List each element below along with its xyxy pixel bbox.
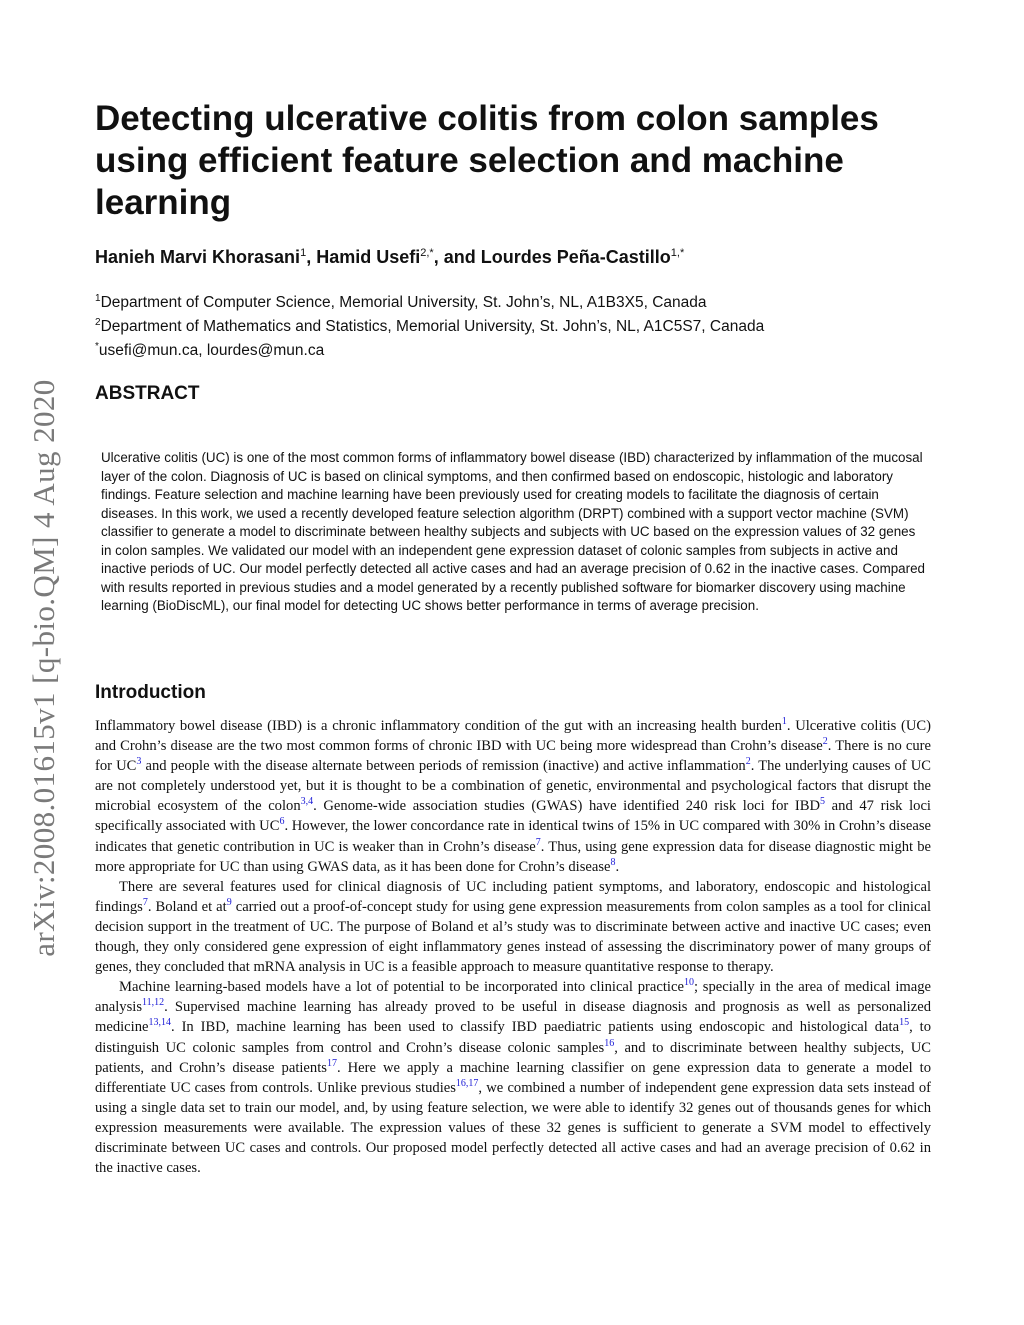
author-affiliation-mark: 2,* (420, 247, 434, 259)
citation-ref[interactable]: 10 (683, 977, 694, 989)
citation-ref[interactable]: 1 (781, 716, 787, 728)
body-text: . Ulcerative colitis (UC) and Crohn’s disease are the two most common forms of chronic IBD with UC being more widespread than Crohn’s disease (95, 718, 932, 755)
introduction-heading: Introduction (95, 682, 206, 703)
citation-ref[interactable]: 9 (226, 896, 232, 908)
body-text: There are several features used for clinical diagnosis of UC including patient symptoms, and laboratory, endoscopic and histological findings (95, 878, 931, 915)
citation-ref[interactable]: 16,17 (455, 1077, 479, 1089)
body-text: . There is no cure for UC (95, 738, 931, 775)
citation-ref[interactable]: 8 (610, 856, 616, 868)
body-text: . However, the lower concordance rate in identical twins of 15% in UC compared with 30% in Crohn’s disease indicates that genetic contribution in UC is weaker than in Crohn’s disease (95, 818, 931, 855)
body-text: Inflammatory bowel disease (IBD) is a chronic inflammatory condition of the gut with an increasing health burden (95, 718, 782, 734)
body-text: Machine learning-based models have a lot of potential to be incorporated into clinical practice (119, 979, 684, 996)
body-text: . Boland et at (147, 898, 227, 915)
citation-ref[interactable]: 3,4 (300, 796, 314, 808)
affiliation-mark: * (95, 341, 99, 353)
body-paragraph (95, 877, 931, 977)
contact-emails (95, 337, 935, 361)
body-text: and people with the disease alternate between periods of remission (inactive) and active inflammation (141, 758, 746, 775)
affiliation-list (95, 289, 935, 361)
affiliation-mark: 1 (95, 293, 101, 304)
citation-ref[interactable]: 16 (604, 1037, 615, 1049)
affiliation-text: Department of Computer Science, Memorial University, St. John’s, NL, A1B3X5, Canada (100, 294, 707, 312)
body-text: . In IBD, machine learning has been used to classify IBD paediatric patients using endoscopic and histological data (171, 1019, 900, 1036)
affiliation (95, 289, 935, 313)
citation-ref[interactable]: 2 (822, 736, 828, 748)
body-text: . The underlying causes of UC are not completely understood yet, but it is thought to be a combination of genetic, environmental and psychological factors that disrupt the microbial ecosystem of the colon (95, 758, 931, 815)
author-name: Hanieh Marvi Khorasani (95, 247, 301, 267)
citation-ref[interactable]: 2 (745, 756, 751, 768)
author-separator: , (306, 247, 317, 267)
body-text: . (615, 858, 620, 875)
body-paragraph (95, 977, 931, 1178)
citation-ref[interactable]: 15 (899, 1017, 910, 1029)
body-text: . Thus, using gene expression data for disease diagnostic might be more appropriate for UC than using GWAS data, as it has been done for Crohn’s disease (95, 838, 931, 875)
citation-ref[interactable]: 7 (535, 836, 541, 848)
body-text: ; specially in the area of medical image analysis (95, 979, 931, 1016)
body-text: . Genome-wide association studies (GWAS) have identified 240 risk loci for IBD (313, 798, 821, 815)
paper-title: Detecting ulcerative colitis from colon samples using efficient feature selection and machine learning (95, 99, 879, 222)
affiliation-text: Department of Mathematics and Statistics, Memorial University, St. John’s, NL, A1C5S7, Canada (100, 318, 765, 336)
author-name: Lourdes Peña-Castillo (480, 247, 671, 267)
body-text: . Here we apply a machine learning classifier on gene expression data to generate a model to differentiate UC cases from controls. Unlike previous studies (95, 1059, 931, 1096)
abstract-heading: ABSTRACT (95, 383, 200, 404)
body-paragraph (95, 716, 931, 877)
body-text: , to distinguish UC colonic samples from control and Crohn’s disease colonic samples (95, 1019, 931, 1056)
email-text: usefi@mun.ca, lourdes@mun.ca (98, 342, 325, 360)
citation-ref[interactable]: 5 (820, 796, 826, 808)
introduction-body (95, 716, 931, 1178)
abstract-text: Ulcerative colitis (UC) is one of the most common forms of inflammatory bowel disease (IBD) characterized by inflammation of the mucosal layer of the colon. Diagnosis of UC is based on clinical symptoms, and then confirmed based on endoscopic, histologic and laboratory findings. Feature selection and machine learning have been previously used for creating models to facilitate the diagnosis of certain diseases. In this work, we used a recently developed feature selection algorithm (DRPT) combined with a support vector machine (SVM) classifier to generate a model to discriminate between healthy subjects and subjects with UC based on the expression values of 32 genes in colon samples. We validated our model with an independent gene expression dataset of colonic samples from subjects in active and inactive periods of UC. Our model perfectly detected all active cases and had an average precision of 0.62 in the inactive cases. Compared with results reported in previous studies and a model generated by a recently published software for biomarker discovery using machine learning (BioDiscML), our final model for detecting UC shows better performance in terms of average precision. (101, 450, 925, 613)
author-separator: , and (433, 247, 481, 267)
body-text: . Supervised machine learning has already proved to be useful in disease diagnosis and prognosis as well as personalized medicine (95, 999, 931, 1036)
author-affiliation-mark: 1,* (670, 247, 685, 259)
affiliation (95, 313, 935, 337)
citation-ref[interactable]: 7 (142, 896, 148, 908)
citation-ref[interactable]: 3 (136, 756, 142, 768)
arxiv-identifier: arXiv:2008.01615v1 [q-bio.QM] 4 Aug 2020 (26, 379, 61, 957)
author-list (95, 241, 935, 269)
affiliation-mark: 2 (95, 317, 101, 329)
body-text: carried out a proof-of-concept study for using gene expression measurements from colon samples as a tool for clinical decision support in the treatment of UC. The purpose of Boland et al’s study was to discriminate between active and inactive UC cases; even though, they only considered gene expression of eight inflammatory genes instead of assessing the discriminatory power of many groups of genes, they concluded that mRNA analysis in UC is a feasible approach to measure quantitative response to therapy. (95, 898, 931, 976)
body-text: , and to discriminate between healthy subjects, UC patients, and Crohn’s disease patients (95, 1039, 931, 1076)
citation-ref[interactable]: 13,14 (148, 1017, 171, 1029)
citation-ref[interactable]: 11,12 (142, 997, 165, 1009)
author-name: Hamid Usefi (316, 247, 421, 267)
citation-ref[interactable]: 6 (279, 816, 285, 828)
citation-ref[interactable]: 17 (326, 1057, 337, 1069)
body-text: , we combined a number of independent gene expression data sets instead of using a single data set to train our model, and, by using feature selection, we were able to identify 32 genes out of thousands genes for which expression measurements were available. The expression values of these 32 genes is sufficient to generate a SVM model to effectively discriminate between UC cases and controls. Our proposed model perfectly detected all active cases and had an average precision of 0.62 in the inactive cases. (95, 1079, 931, 1177)
author-affiliation-mark: 1 (300, 247, 307, 259)
body-text: and 47 risk loci specifically associated with UC (95, 798, 931, 835)
